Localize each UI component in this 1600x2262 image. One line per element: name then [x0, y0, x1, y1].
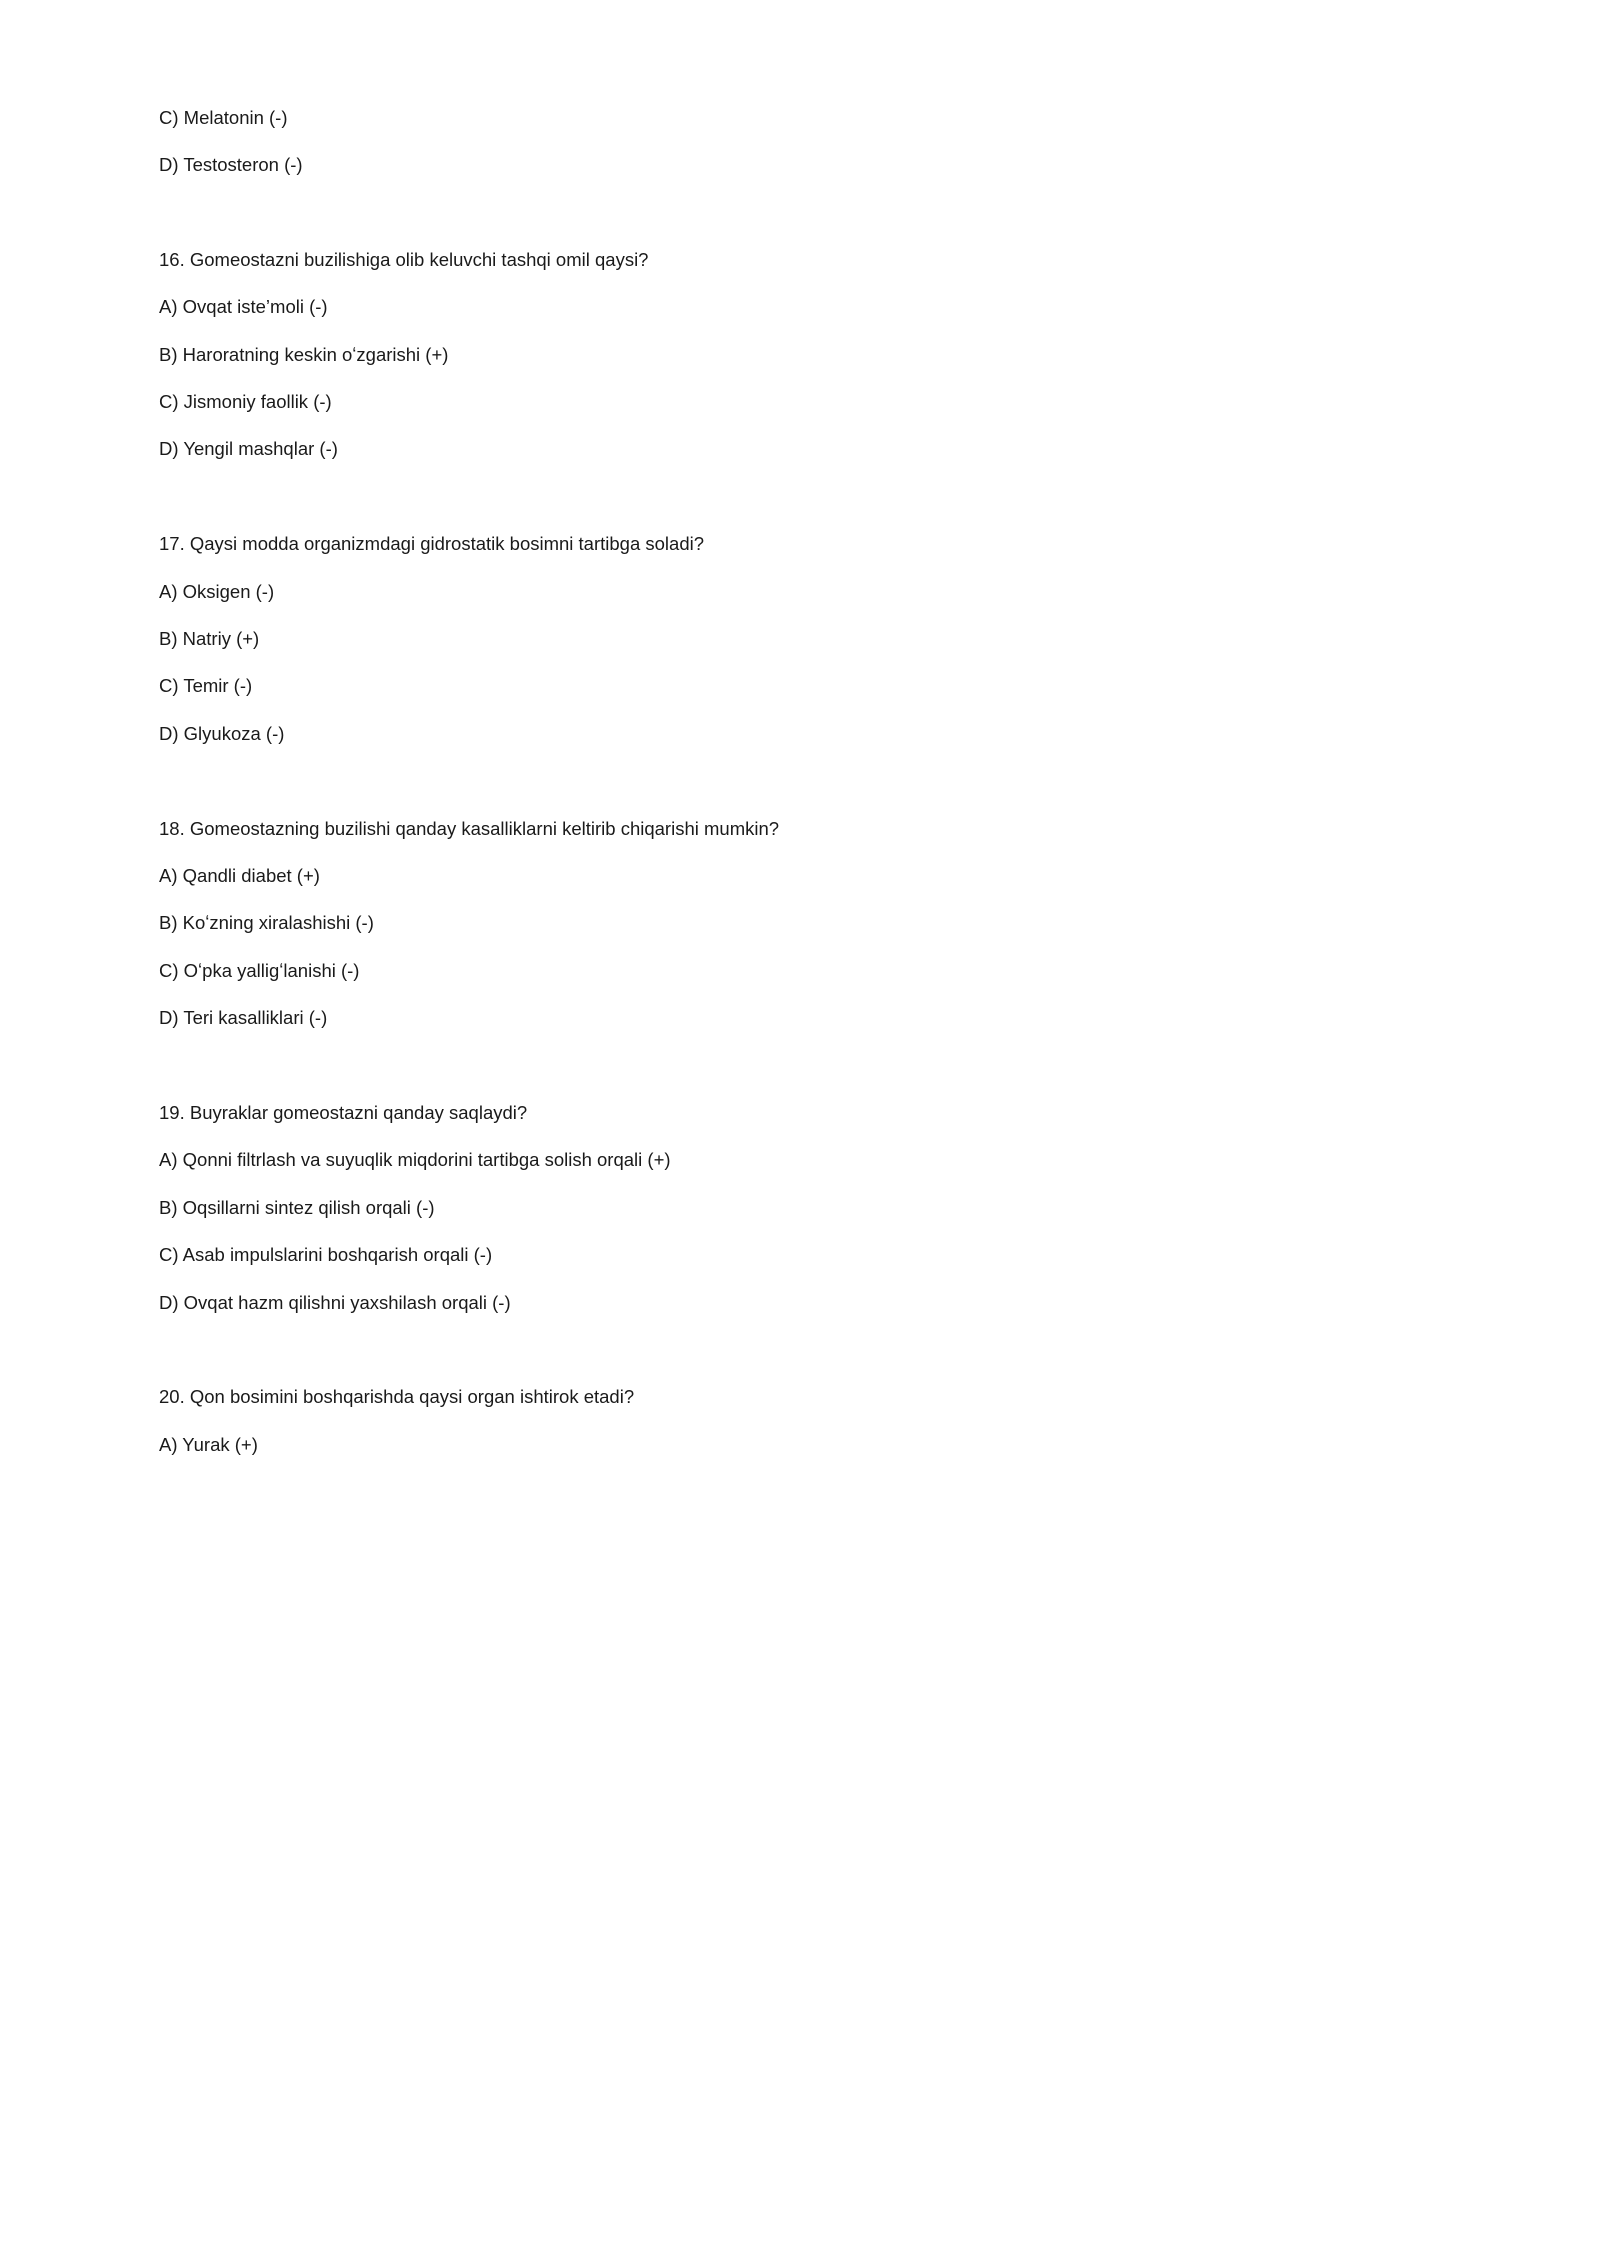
answer-option-a: A) Ovqat iste’moli (-) — [159, 296, 328, 317]
answer-option-c: C) Jismoniy faollik (-) — [159, 391, 332, 412]
answer-option-d: D) Teri kasalliklari (-) — [159, 1007, 328, 1028]
answer-option-a: A) Oksigen (-) — [159, 581, 275, 602]
answer-option-b: B) Oqsillarni sintez qilish orqali (-) — [159, 1197, 435, 1218]
answer-option-c: C) Asab impulslarini boshqarish orqali (-) — [159, 1244, 493, 1265]
answer-option-d: D) Ovqat hazm qilishni yaxshilash orqali (-) — [159, 1292, 511, 1313]
answer-option-c: C) Oʻpka yalligʻlanishi (-) — [159, 960, 360, 981]
question-20: 20. Qon bosimini boshqarishda qaysi organ ishtirok etadi? — [159, 1386, 635, 1407]
answer-option-d: D) Yengil mashqlar (-) — [159, 438, 338, 459]
question-17: 17. Qaysi modda organizmdagi gidrostatik bosimni tartibga soladi? — [159, 533, 705, 554]
answer-option-a: A) Yurak (+) — [159, 1434, 258, 1455]
question-18: 18. Gomeostazning buzilishi qanday kasalliklarni keltirib chiqarishi mumkin? — [159, 818, 780, 839]
answer-option-a: A) Qonni filtrlash va suyuqlik miqdorini tartibga solish orqali (+) — [159, 1149, 671, 1170]
answer-option-c: C) Melatonin (-) — [159, 107, 288, 128]
answer-option-a: A) Qandli diabet (+) — [159, 865, 320, 886]
answer-option-d: D) Testosteron (-) — [159, 154, 303, 175]
answer-option-b: B) Haroratning keskin oʻzgarishi (+) — [159, 344, 449, 365]
answer-option-b: B) Natriy (+) — [159, 628, 260, 649]
question-16: 16. Gomeostazni buzilishiga olib keluvchi tashqi omil qaysi? — [159, 249, 649, 270]
answer-option-c: C) Temir (-) — [159, 675, 253, 696]
question-19: 19. Buyraklar gomeostazni qanday saqlaydi? — [159, 1102, 528, 1123]
answer-option-d: D) Glyukoza (-) — [159, 723, 285, 744]
answer-option-b: B) Koʻzning xiralashishi (-) — [159, 912, 374, 933]
document-page — [0, 0, 1100, 1556]
